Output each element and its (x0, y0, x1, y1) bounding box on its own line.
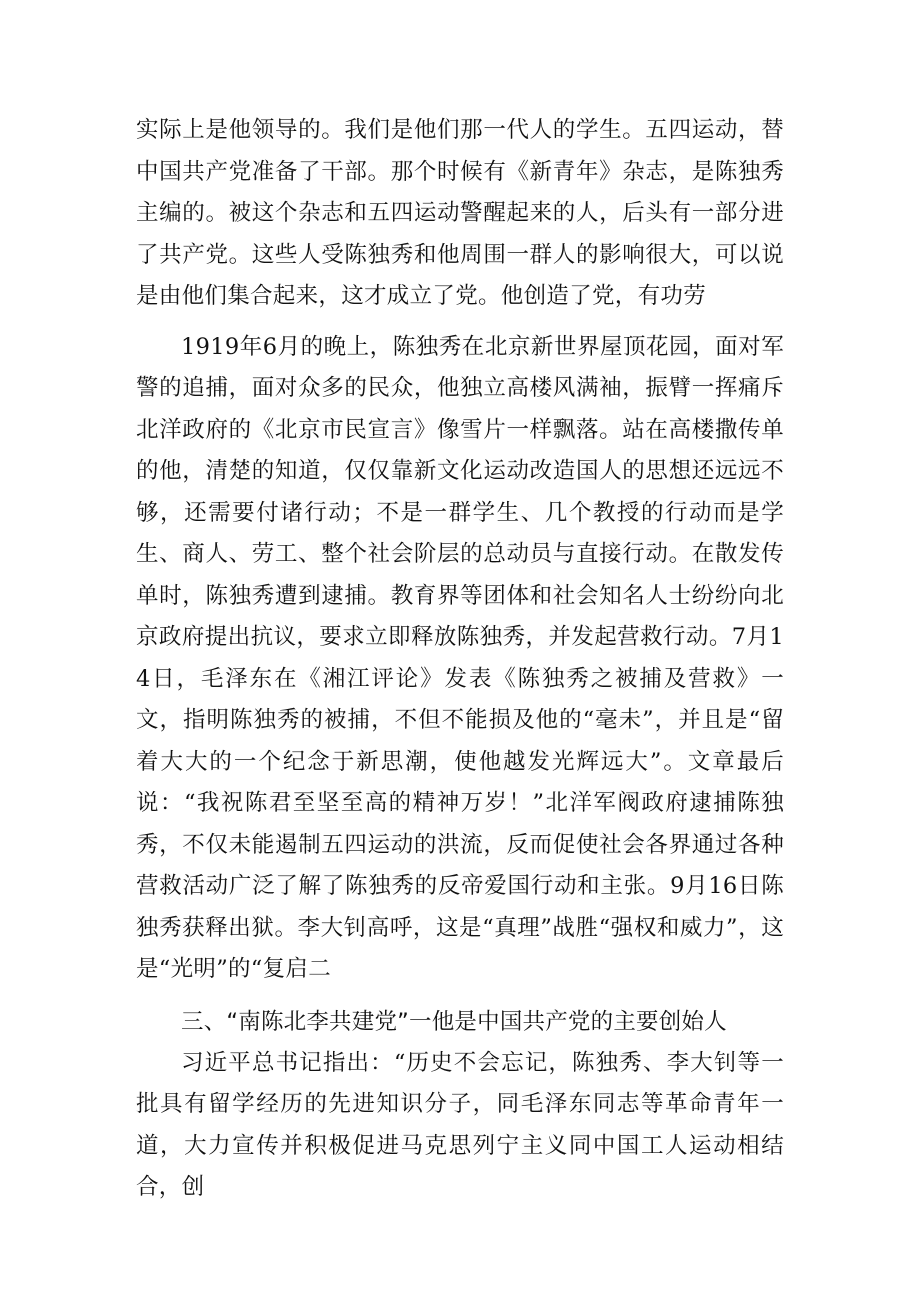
paragraph-1919-arrest: 1919年6月的晚上，陈独秀在北京新世界屋顶花园，面对军警的追捕，面对众多的民众，他独立高楼风满袖，振臂一挥痛斥北洋政府的《北京市民宣言》像雪片一样飘落。站在高楼撒传单的他，清楚的知道，仅仅靠新文化运动改造国人的思想还远远不够，还需要付诸行动；不是一群学生、几个教授的行动而是学生、商人、劳工、整个社会阶层的总动员与直接行动。在散发传单时，陈独秀遭到逮捕。教育界等团体和社会知名人士纷纷向北京政府提出抗议，要求立即释放陈独秀，并发起营救行动。7月14日，毛泽东在《湘江评论》发表《陈独秀之被捕及营救》一文，指明陈独秀的被捕，不但不能损及他的“毫未”，并且是“留着大大的一个纪念于新思潮，使他越发光辉远大”。文章最后说：“我祝陈君至坚至高的精神万岁！”北洋军阀政府逮捕陈独秀，不仅未能遏制五四运动的洪流，反而促使社会各界通过各种营救活动广泛了解了陈独秀的反帝爱国行动和主张。9月16日陈独秀获释出狱。李大钊高呼，这是“真理”战胜“强权和威力”，这是“光明”的“复启二 (136, 333, 784, 982)
paragraph-mao-quote-continuation: 实际上是他领导的。我们是他们那一代人的学生。五四运动，替中国共产党准备了干部。那个时候有《新青年》杂志，是陈独秀主编的。被这个杂志和五四运动警醒起来的人，后头有一部分进了共产党。这些人受陈独秀和他周围一群人的影响很大，可以说是由他们集合起来，这才成立了党。他创造了党，有功劳 (136, 117, 784, 309)
paragraph-xi-quote: 习近平总书记指出：“历史不会忘记，陈独秀、李大钊等一批具有留学经历的先进知识分子，同毛泽东同志等革命青年一道，大力宣传并积极促进马克思列宁主义同中国工人运动相结合，创 (136, 1049, 784, 1200)
document-body (136, 110, 784, 1209)
section-heading-3: 三、“南陈北李共建党”一他是中国共产党的主要创始人 (181, 1008, 727, 1035)
